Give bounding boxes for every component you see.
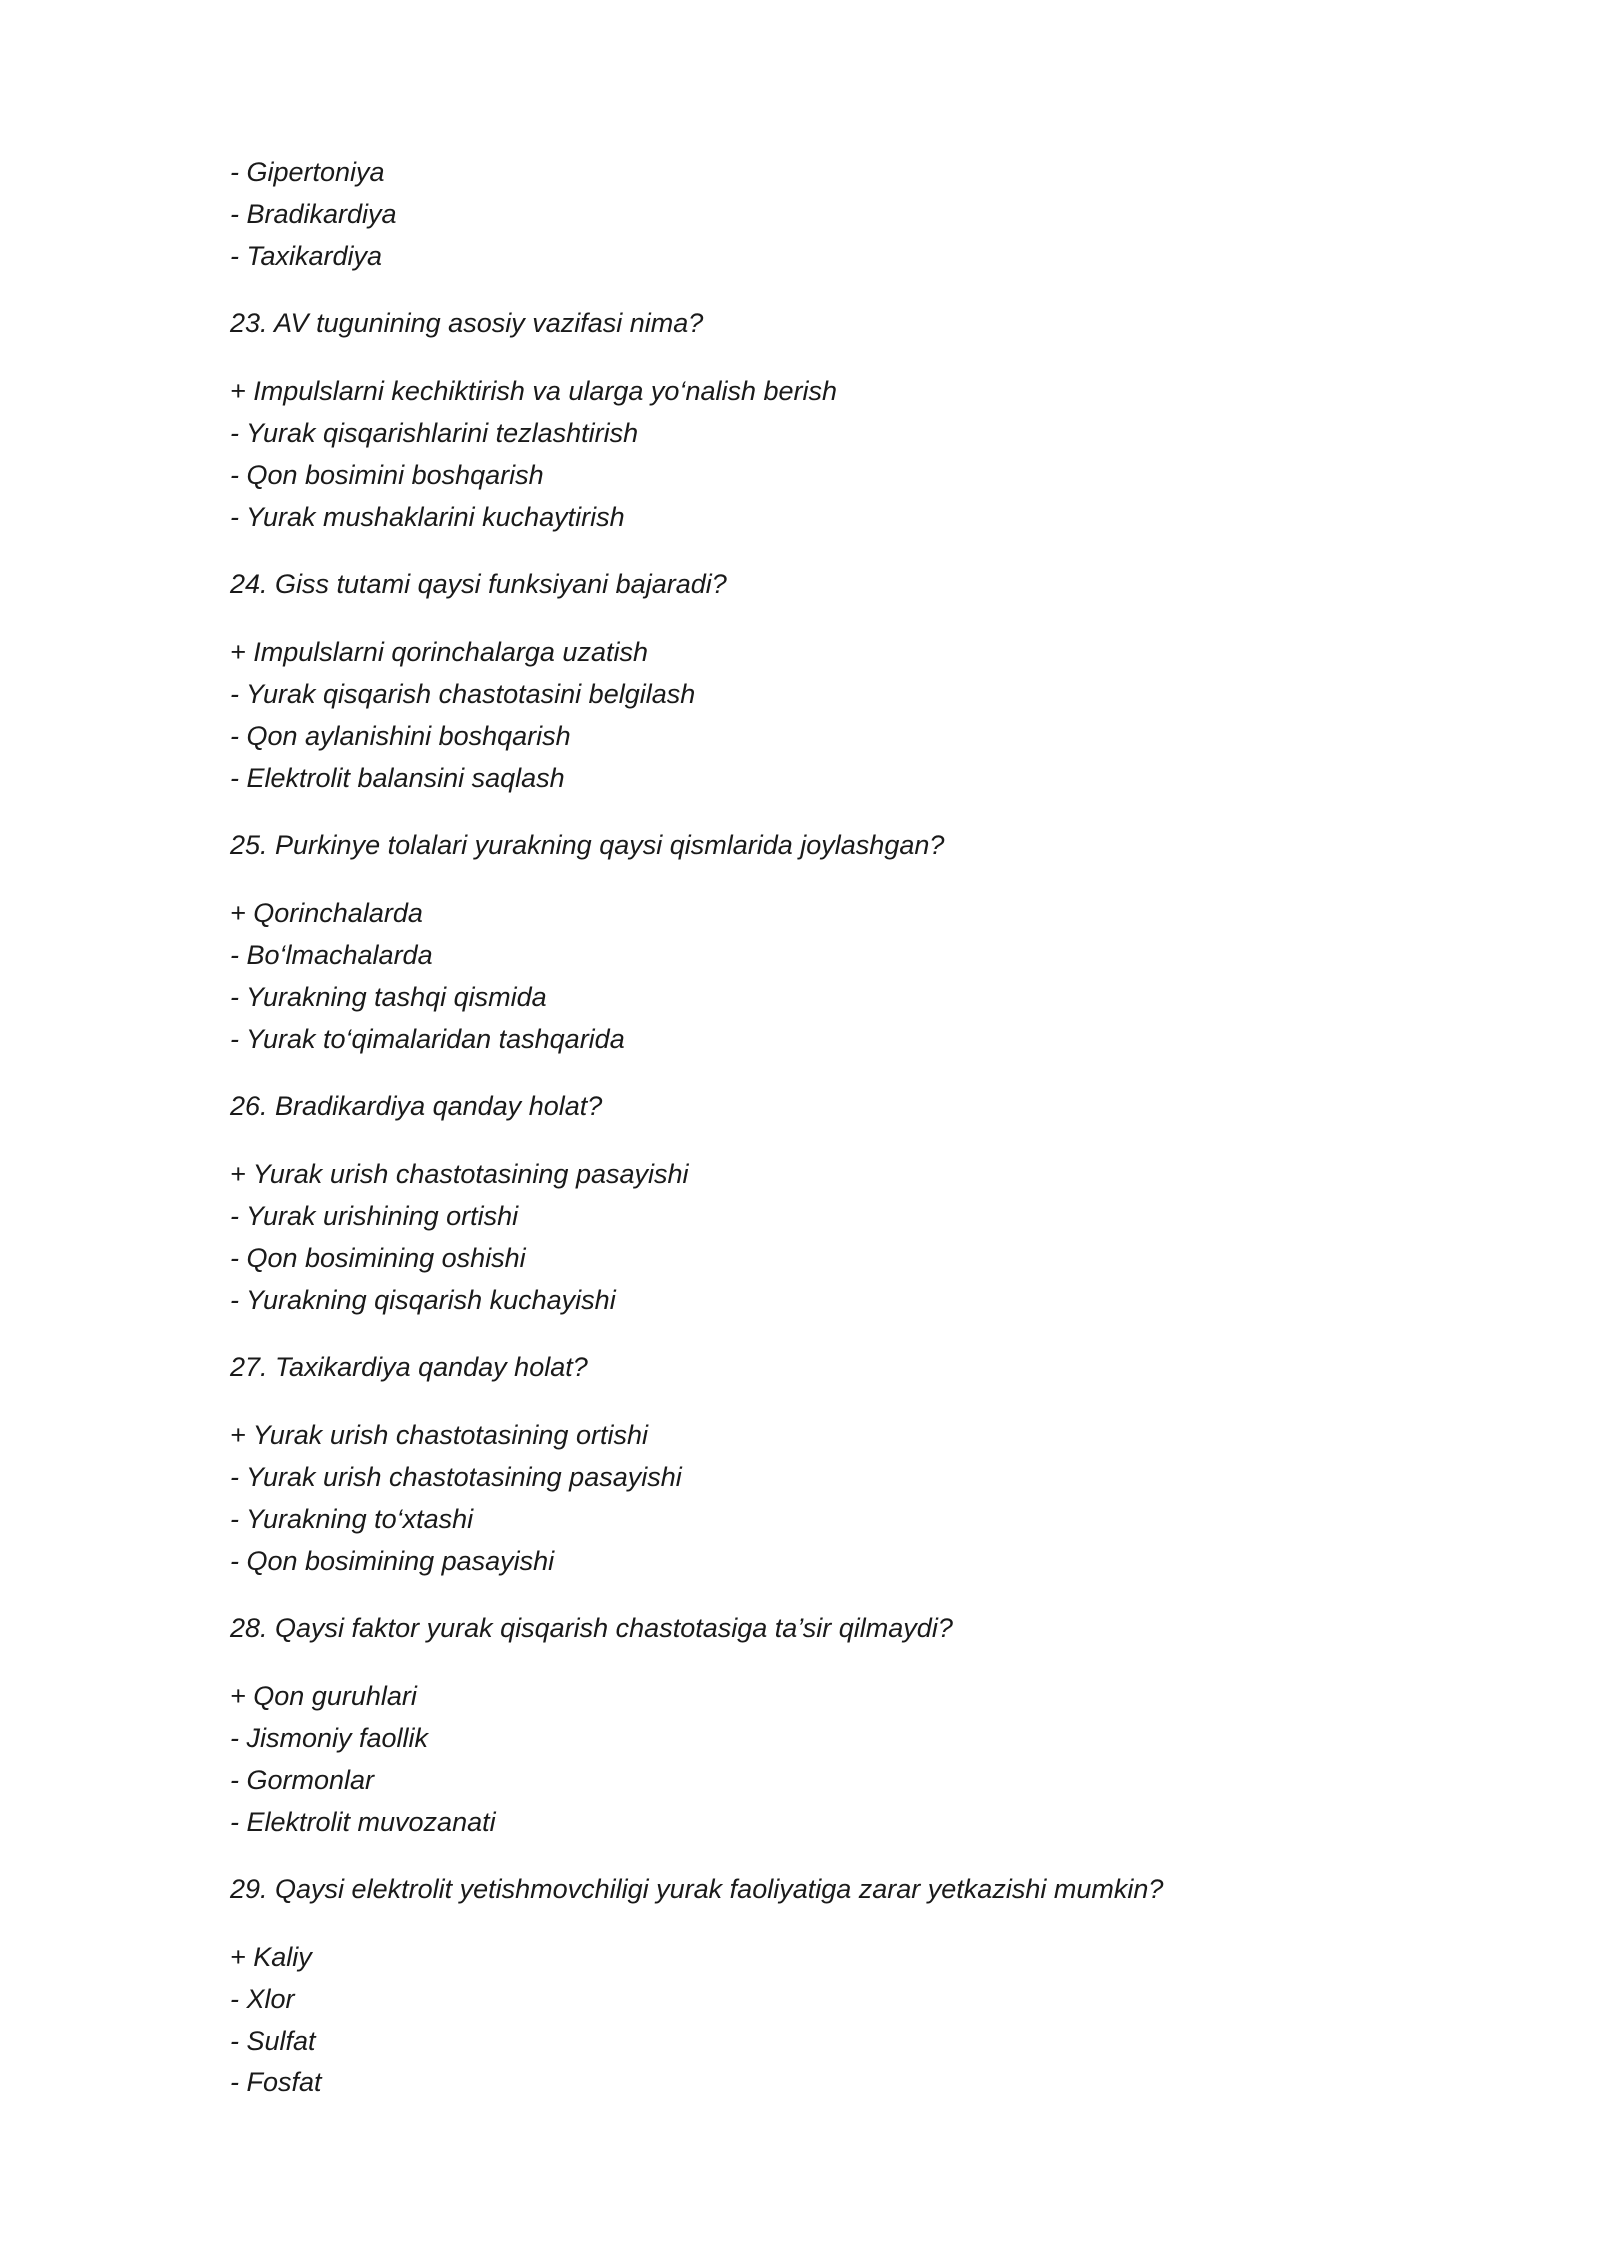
question-text: 28. Qaysi faktor yurak qisqarish chastotasiga ta’sir qilmaydi? <box>230 1613 953 1644</box>
option-line: - Bo‘lmachalarda <box>230 939 433 970</box>
question-text: 25. Purkinye tolalari yurakning qaysi qismlarida joylashgan? <box>230 830 945 861</box>
option-line: - Elektrolit balansini saqlash <box>230 762 565 793</box>
spacer <box>230 1321 1430 1347</box>
leading-options <box>230 152 1430 277</box>
correct-option: + Qon guruhlari <box>230 1681 417 1712</box>
option-line: - Xlor <box>230 1983 295 2014</box>
document-content <box>230 152 1430 2104</box>
option-line: - Fosfat <box>230 2067 322 2098</box>
option-line: - Qon aylanishini boshqarish <box>230 720 571 751</box>
question-text: 27. Taxikardiya qanday holat? <box>230 1352 588 1383</box>
question-text: 24. Giss tutami qaysi funksiyani bajaradi? <box>230 569 727 600</box>
question-block <box>230 825 1430 1060</box>
spacer <box>230 867 1430 893</box>
option-line: - Gormonlar <box>230 1764 375 1795</box>
correct-option: + Impulslarni kechiktirish va ularga yo‘nalish berish <box>230 376 838 407</box>
question-block <box>230 1608 1430 1843</box>
spacer <box>230 1582 1430 1608</box>
question-block <box>230 303 1430 538</box>
spacer <box>230 1911 1430 1937</box>
spacer <box>230 1060 1430 1086</box>
correct-option: + Impulslarni qorinchalarga uzatish <box>230 637 648 668</box>
option-line: - Bradikardiya <box>230 198 397 229</box>
question-block <box>230 1086 1430 1321</box>
option-line: - Yurak qisqarishlarini tezlashtirish <box>230 417 639 448</box>
question-text: 29. Qaysi elektrolit yetishmovchiligi yurak faoliyatiga zarar yetkazishi mumkin? <box>230 1874 1164 1905</box>
question-block <box>230 1869 1430 2104</box>
option-line: - Yurak to‘qimalaridan tashqarida <box>230 1023 625 1054</box>
spacer <box>230 277 1430 303</box>
spacer <box>230 606 1430 632</box>
spacer <box>230 1650 1430 1676</box>
option-line: - Sulfat <box>230 2025 316 2056</box>
option-line: - Gipertoniya <box>230 157 385 187</box>
option-line: - Taxikardiya <box>230 240 383 271</box>
option-line: - Yurakning qisqarish kuchayishi <box>230 1284 616 1315</box>
option-line: - Yurakning tashqi qismida <box>230 981 547 1012</box>
question-text: 26. Bradikardiya qanday holat? <box>230 1091 603 1122</box>
correct-option: + Qorinchalarda <box>230 898 423 929</box>
correct-option: + Yurak urish chastotasining pasayishi <box>230 1159 689 1190</box>
option-line: - Qon bosimining pasayishi <box>230 1545 555 1576</box>
option-line: - Yurak mushaklarini kuchaytirish <box>230 501 625 532</box>
option-line: - Qon bosimini boshqarish <box>230 459 544 490</box>
spacer <box>230 1843 1430 1869</box>
spacer <box>230 1128 1430 1154</box>
option-line: - Yurak qisqarish chastotasini belgilash <box>230 678 696 709</box>
option-line: - Yurak urishining ortishi <box>230 1200 519 1231</box>
spacer <box>230 538 1430 564</box>
spacer <box>230 345 1430 371</box>
correct-option: + Yurak urish chastotasining ortishi <box>230 1420 648 1451</box>
correct-option: + Kaliy <box>230 1942 312 1973</box>
spacer <box>230 799 1430 825</box>
question-block <box>230 564 1430 799</box>
option-line: - Jismoniy faollik <box>230 1722 429 1753</box>
question-block <box>230 1347 1430 1582</box>
spacer <box>230 1389 1430 1415</box>
option-line: - Elektrolit muvozanati <box>230 1806 496 1837</box>
option-line: - Yurak urish chastotasining pasayishi <box>230 1461 682 1492</box>
option-line: - Yurakning to‘xtashi <box>230 1503 474 1534</box>
question-text: 23. AV tugunining asosiy vazifasi nima? <box>230 308 704 339</box>
option-line: - Qon bosimining oshishi <box>230 1242 526 1273</box>
